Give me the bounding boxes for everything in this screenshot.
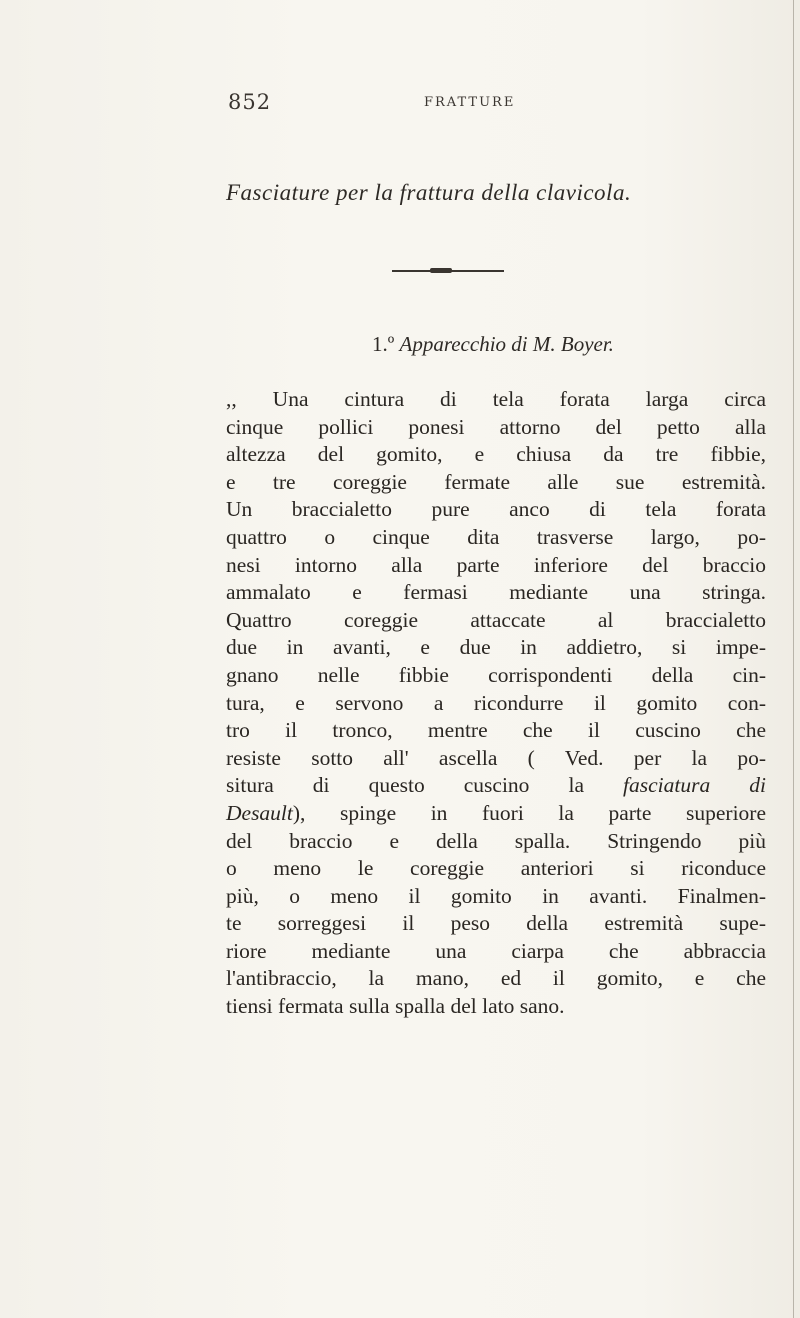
text-line: due in avanti, e due in addietro, si impe- [226,635,766,660]
section-title: Fasciature per la frattura della clavicola. [226,180,632,205]
text-line: gnano nelle fibbie corrispondenti della cin- [226,662,766,687]
text-line: del braccio e della spalla. Stringendo più [226,828,766,853]
subsection-number: 1.º [372,332,395,356]
divider-ornament [430,268,452,273]
text-line: e tre coreggie fermate alle sue estremità. [226,469,766,494]
text-line-mixed [226,800,766,828]
text-line: tiensi fermata sulla spalla del lato sano. [226,994,565,1019]
body-paragraph [226,386,766,1021]
italic-reference: Desault [226,800,293,825]
text-line: più, o meno il gomito in avanti. Finalmen- [226,883,766,908]
text-line: resiste sotto all' ascella ( Ved. per la po- [226,745,766,770]
subsection-text: Apparecchio di M. Boyer. [399,332,614,356]
text-line: ,, Una cintura di tela forata larga circa [226,387,766,411]
text-segment: situra di questo cuscino la [226,773,624,798]
subsection-title [372,332,614,357]
text-line: Quattro coreggie attaccate al braccialetto [226,607,766,632]
text-line: l'antibraccio, la mano, ed il gomito, e che [226,966,766,991]
text-line: cinque pollici ponesi attorno del petto alla [226,414,766,439]
page-edge [793,0,794,1318]
text-segment: ), spinge in fuori la parte superiore [292,800,766,825]
text-line: quattro o cinque dita trasverse largo, po- [226,524,766,549]
text-line: riore mediante una ciarpa che abbraccia [226,938,766,963]
text-line-mixed [226,772,766,800]
page-header [0,90,800,120]
running-head: FRATTURE [424,95,516,110]
text-line: ammalato e fermasi mediante una stringa. [226,580,766,605]
text-line: altezza del gomito, e chiusa da tre fibbie, [226,442,766,467]
text-line: te sorreggesi il peso della estremità supe- [226,911,766,936]
italic-reference: fasciatura di [623,773,766,798]
text-line: o meno le coreggie anteriori si riconduce [226,856,766,881]
text-line: tura, e servono a ricondurre il gomito con- [226,690,766,715]
text-line: Un braccialetto pure anco di tela forata [226,497,766,522]
text-line: nesi intorno alla parte inferiore del braccio [226,552,766,577]
page-number: 852 [228,90,272,114]
text-line: tro il tronco, mentre che il cuscino che [226,718,766,743]
